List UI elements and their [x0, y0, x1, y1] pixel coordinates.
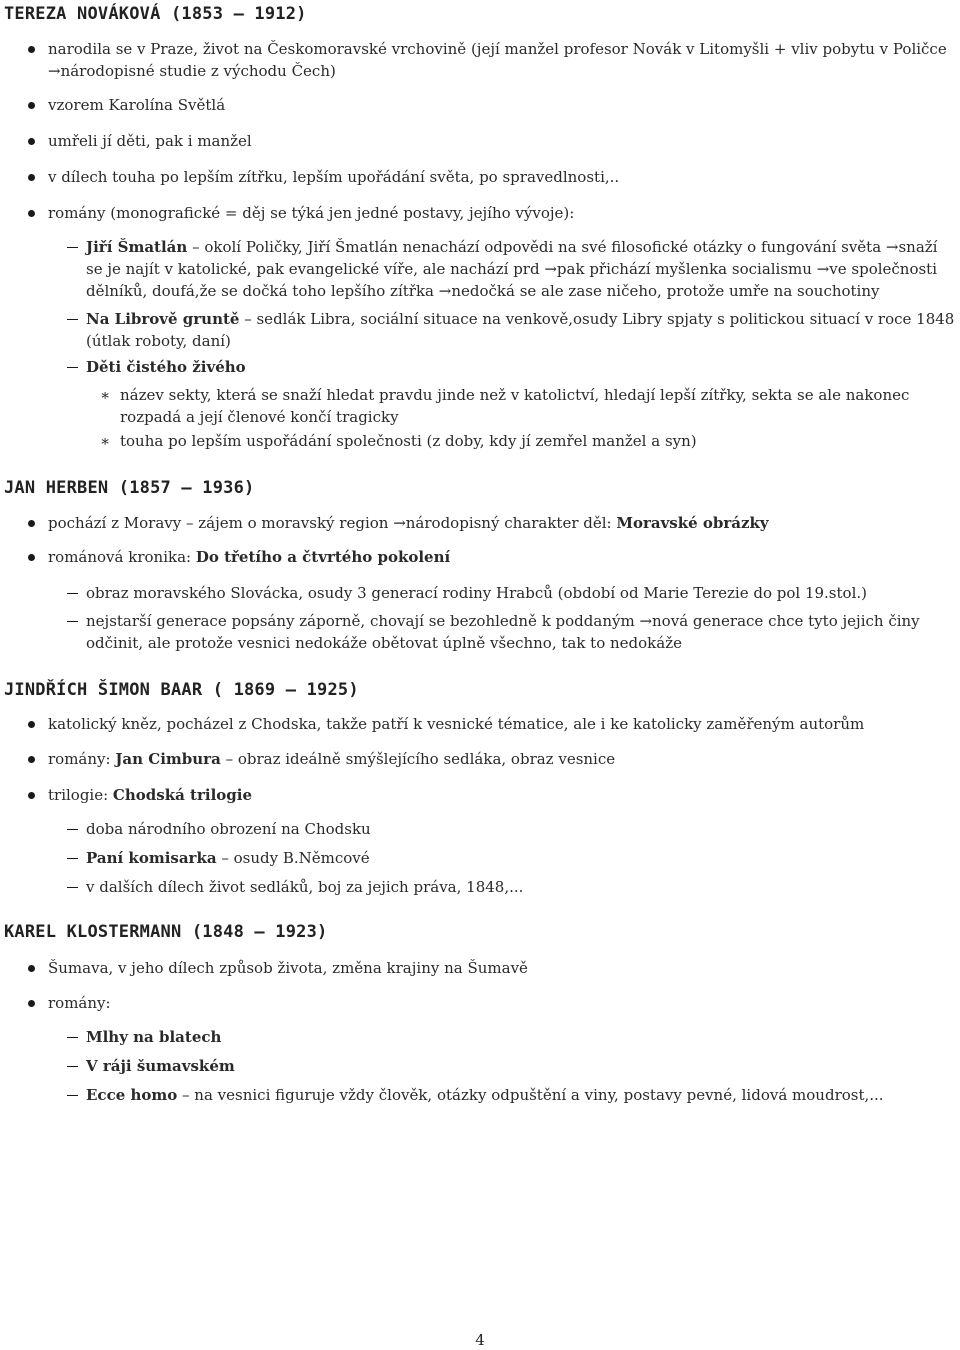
section-heading-klostermann: KAREL KLOSTERMANN (1848 – 1923) — [4, 922, 328, 942]
sub-list-item: obraz moravského Slovácka, osudy 3 generací rodiny Hrabců (období od Marie Terezie do pol 19.stol.) — [86, 582, 958, 604]
dash-icon — [67, 1095, 78, 1096]
bullet-icon — [28, 965, 35, 972]
dash-icon — [67, 621, 78, 622]
dash-icon — [67, 1066, 78, 1067]
bullet-icon — [28, 792, 35, 799]
dash-icon — [67, 319, 78, 320]
list-item: umřeli jí děti, pak i manžel — [48, 130, 958, 152]
sub-list-item: Mlhy na blatech — [86, 1026, 958, 1048]
dash-icon — [67, 367, 78, 368]
page-number: 4 — [475, 1331, 485, 1349]
bullet-icon — [28, 554, 35, 561]
list-item: romány: Jan Cimbura – obraz ideálně smýšlejícího sedláka, obraz vesnice — [48, 748, 958, 770]
bullet-icon — [28, 721, 35, 728]
dash-icon — [67, 593, 78, 594]
section-heading-novakova: TEREZA NOVÁKOVÁ (1853 – 1912) — [4, 4, 307, 24]
list-item: v dílech touha po lepším zítřku, lepším upořádání světa, po spravedlnosti,.. — [48, 166, 958, 188]
sub-list-item: Ecce homo – na vesnici figuruje vždy člověk, otázky odpuštění a viny, postavy pevné, lidová moudrost,... — [86, 1084, 958, 1106]
list-item: romány: — [48, 992, 958, 1014]
bullet-icon — [28, 46, 35, 53]
sub-list-item: Děti čistého živého — [86, 356, 958, 378]
list-item: trilogie: Chodská trilogie — [48, 784, 958, 806]
sub-list-item: nejstarší generace popsány záporně, chovají se bezohledně k poddaným →nová generace chce tyto jejich činy odčinit, ale protože vesnici nedokáže obětovat úplně všechno, tak to nedokáže — [86, 610, 958, 654]
list-item: narodila se v Praze, život na Českomoravské vrchovině (její manžel profesor Novák v Litomyšli + vliv pobytu v Poličce →národopisné studie z východu Čech) — [48, 38, 958, 82]
bullet-icon — [28, 1000, 35, 1007]
sub-list-item: Na Librově gruntě – sedlák Libra, sociální situace na venkově,osudy Libry spjaty s politickou situací v roce 1848 (útlak roboty, daní) — [86, 308, 958, 352]
dash-icon — [67, 829, 78, 830]
sub-list-item: doba národního obrození na Chodsku — [86, 818, 958, 840]
sub-list-item: v dalších dílech život sedláků, boj za jejich práva, 1848,... — [86, 876, 958, 898]
list-item: romány (monografické = děj se týká jen jedné postavy, jejího vývoje): — [48, 202, 958, 224]
list-item: vzorem Karolína Světlá — [48, 94, 958, 116]
bullet-icon — [28, 174, 35, 181]
section-heading-baar: JINDŘÍCH ŠIMON BAAR ( 1869 – 1925) — [4, 680, 359, 700]
bullet-icon — [28, 138, 35, 145]
list-item: románová kronika: Do třetího a čtvrtého pokolení — [48, 546, 958, 568]
bullet-icon — [28, 520, 35, 527]
list-item: katolický kněz, pocházel z Chodska, takže patří k vesnické tématice, ale i ke katolicky zaměřeným autorům — [48, 713, 958, 735]
dash-icon — [67, 858, 78, 859]
bullet-icon — [28, 210, 35, 217]
asterisk-icon: ∗ — [100, 432, 111, 450]
dash-icon — [67, 887, 78, 888]
dash-icon — [67, 1037, 78, 1038]
sub-sub-list-item: ∗ touha po lepším uspořádání společnosti (z doby, kdy jí zemřel manžel a syn) — [100, 432, 697, 450]
bullet-icon — [28, 102, 35, 109]
list-item: pochází z Moravy – zájem o moravský region →národopisný charakter děl: Moravské obrázky — [48, 512, 958, 534]
list-item: Šumava, v jeho dílech způsob života, změna krajiny na Šumavě — [48, 957, 958, 979]
sub-list-item: Jiří Šmatlán – okolí Poličky, Jiří Šmatlán nenachází odpovědi na své filosofické otázky o fungování světa →snaží se je najít v katolické, pak evangelické víře, ale nachází prd →pak přichází myšlenka socialismu →ve společnosti dělníků, doufá,že se dočká toho lepšího zítřka →nedočká se ale zase ničeho, protože umře na souchotiny — [86, 236, 958, 302]
asterisk-icon: ∗ — [100, 386, 111, 404]
sub-list-item: V ráji šumavském — [86, 1055, 958, 1077]
dash-icon — [67, 247, 78, 248]
section-heading-herben: JAN HERBEN (1857 – 1936) — [4, 478, 255, 498]
bullet-icon — [28, 756, 35, 763]
sub-sub-list-item: ∗ název sekty, která se snaží hledat pravdu jinde než v katolictví, hledají lepší zítřky, sekta se ale nakonec rozpadá a její členové končí tragicky — [100, 386, 910, 426]
sub-list-item: Paní komisarka – osudy B.Němcové — [86, 847, 958, 869]
